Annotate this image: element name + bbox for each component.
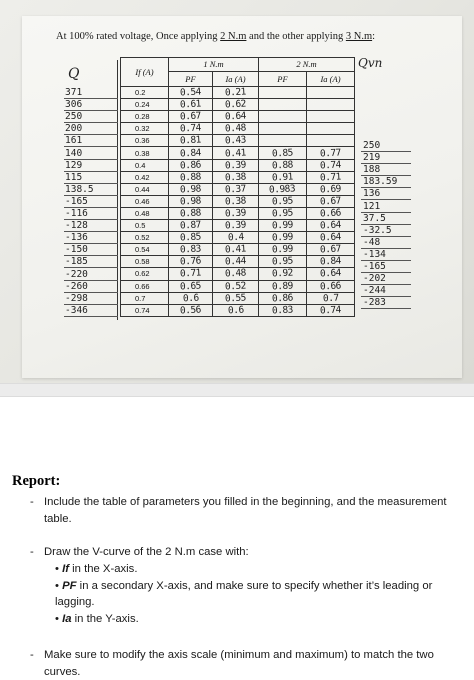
handwritten-value: 0.41: [224, 243, 247, 256]
right-col-heading: Qvn: [358, 56, 383, 70]
handwritten-value: 0.81: [179, 134, 202, 147]
handwritten-value: 0.95: [271, 195, 294, 208]
table-row: [121, 135, 355, 147]
cell-ia2: [307, 147, 355, 159]
cell-pf2: [259, 111, 307, 123]
cell-ia1: [213, 123, 259, 135]
sub-text: in a secondary X-axis, and make sure to specify whether it’s leading or lagging.: [55, 580, 433, 608]
table-row: [121, 280, 355, 292]
cell-ia1: [213, 292, 259, 304]
table-row: [121, 147, 355, 159]
handwritten-value: 0.99: [271, 243, 294, 256]
cell-pf2: [259, 220, 307, 232]
cell-ia2: [307, 135, 355, 147]
sym-if: If: [62, 563, 70, 575]
cell-ia2: [307, 183, 355, 195]
handwritten-value: 0.64: [319, 231, 342, 244]
handwritten-value: 0.95: [271, 255, 294, 268]
handwritten-value: 0.88: [271, 159, 294, 172]
cell-pf1: [169, 232, 213, 244]
cell-ia1: [213, 99, 259, 111]
cell-ia1: [213, 183, 259, 195]
table-row: [121, 256, 355, 268]
table-row: [121, 232, 355, 244]
sym-pf: PF: [62, 580, 77, 592]
cell-pf1: [169, 171, 213, 183]
cell-ia2: [307, 171, 355, 183]
bullet-marker: •: [55, 580, 59, 592]
left-col-value: 200: [64, 123, 118, 135]
handwritten-value: 0.67: [179, 110, 202, 123]
handwritten-value: 0.85: [271, 146, 294, 160]
handwritten-value: 0.41: [224, 146, 247, 160]
handwritten-value: 0.77: [319, 146, 342, 160]
group-b-header: 2 N.m: [259, 58, 355, 72]
cell-pf2: [259, 183, 307, 195]
cell-ia1: [213, 268, 259, 280]
table-row: [121, 292, 355, 304]
cell-pf1: [169, 220, 213, 232]
cell-ia1: [213, 304, 259, 316]
handwritten-value: 0.21: [224, 86, 247, 99]
handwritten-value: 0.65: [179, 280, 202, 293]
right-col-value: 219: [361, 152, 411, 164]
measurement-table: [120, 57, 355, 317]
cell-if: 0.74: [121, 304, 169, 316]
cell-ia1: [213, 159, 259, 171]
table-row: [121, 207, 355, 219]
sub-item-ia: [55, 611, 455, 627]
right-col-value: 250: [361, 140, 411, 152]
handwritten-value: 0.84: [179, 146, 202, 160]
table-body: [121, 87, 355, 317]
cell-ia2: [307, 99, 355, 111]
report-item-text: Make sure to modify the axis scale (minimum and maximum) to match the two curves.: [44, 649, 434, 678]
sub-text: in the X-axis.: [69, 563, 138, 575]
right-col-value: -134: [361, 249, 411, 261]
handwritten-value: 0.92: [271, 267, 294, 280]
handwritten-value: 0.39: [224, 219, 247, 232]
cell-pf1: [169, 304, 213, 316]
cell-ia2: [307, 280, 355, 292]
handwritten-value: 0.44: [224, 255, 247, 268]
heading-torque-b: 3 N.m: [345, 31, 373, 42]
cell-pf2: [259, 304, 307, 316]
handwritten-value: 0.66: [319, 207, 342, 220]
handwritten-value: 0.56: [179, 304, 202, 317]
cell-ia1: [213, 195, 259, 207]
right-col-value: 183.59: [361, 176, 411, 188]
sub-item-if: [55, 561, 455, 577]
handwritten-value: 0.39: [224, 207, 247, 220]
cell-pf1: [169, 256, 213, 268]
cell-pf2: [259, 268, 307, 280]
cell-pf2: [259, 135, 307, 147]
cell-if: 0.62: [121, 268, 169, 280]
handwritten-value: 0.39: [224, 159, 247, 172]
cell-if: 0.7: [121, 292, 169, 304]
handwritten-value: 0.71: [319, 171, 342, 184]
handwritten-value: 0.66: [319, 280, 342, 293]
report-section: [0, 397, 474, 680]
handwritten-value: 0.37: [224, 183, 247, 196]
cell-pf1: [169, 268, 213, 280]
handwritten-value: 0.86: [179, 159, 202, 172]
handwritten-value: 0.95: [271, 207, 294, 220]
handwritten-value: 0.74: [319, 159, 342, 172]
handwritten-value: 0.55: [224, 292, 247, 305]
left-col-value: 371: [64, 87, 118, 99]
cell-if: 0.46: [121, 195, 169, 207]
handwritten-value: 0.89: [271, 280, 294, 293]
cell-if: 0.52: [121, 232, 169, 244]
cell-if: 0.28: [121, 111, 169, 123]
cell-pf2: [259, 87, 307, 99]
handwritten-value: 0.6: [227, 304, 244, 317]
handwritten-value: 0.4: [227, 231, 244, 244]
bullet-marker: •: [55, 613, 59, 625]
handwritten-value: 0.43: [224, 134, 247, 147]
cell-ia2: [307, 159, 355, 171]
table-row: [121, 244, 355, 256]
report-title: Report:: [12, 473, 61, 489]
handwritten-value: 0.99: [271, 219, 294, 232]
cell-pf1: [169, 87, 213, 99]
heading-prefix: At 100% rated voltage, Once applying: [56, 31, 221, 42]
table-row: [121, 171, 355, 183]
handwritten-value: 0.74: [319, 304, 342, 317]
left-col-value: -165: [64, 196, 118, 208]
cell-if: 0.32: [121, 123, 169, 135]
cell-pf2: [259, 159, 307, 171]
right-col-value: -202: [361, 273, 411, 285]
cell-ia2: [307, 304, 355, 316]
ia-header-a: Ia (A): [213, 72, 259, 87]
cell-ia2: [307, 292, 355, 304]
left-col-value: 115: [64, 172, 118, 184]
handwritten-value: 0.64: [319, 219, 342, 232]
table-row: [121, 111, 355, 123]
handwritten-value: 0.67: [319, 243, 342, 256]
handwritten-value: 0.67: [319, 195, 342, 208]
cell-pf1: [169, 123, 213, 135]
cell-pf2: [259, 292, 307, 304]
pf-header-a: PF: [169, 72, 213, 87]
cell-pf1: [169, 99, 213, 111]
cell-ia1: [213, 280, 259, 292]
left-col-value: 138.5: [64, 184, 118, 196]
cell-if: 0.5: [121, 220, 169, 232]
left-col-value: 161: [64, 135, 118, 147]
table-row: [121, 99, 355, 111]
handwritten-value: 0.61: [179, 98, 202, 111]
table-row: [121, 183, 355, 195]
heading-torque-a: 2 N.m: [220, 31, 247, 42]
handwritten-value: 0.38: [224, 195, 247, 208]
cell-pf1: [169, 183, 213, 195]
cell-ia1: [213, 207, 259, 219]
left-col-value: -128: [64, 220, 118, 232]
bullet-marker: •: [55, 563, 59, 575]
left-col-value: 140: [64, 148, 118, 160]
handwritten-value: 0.88: [179, 207, 202, 220]
heading-suffix: :: [372, 31, 376, 42]
cell-if: 0.48: [121, 207, 169, 219]
left-col-value: -136: [64, 232, 118, 244]
cell-ia2: [307, 123, 355, 135]
sub-item-pf: [55, 578, 455, 610]
handwritten-value: 0.88: [179, 171, 202, 184]
table-row: [121, 220, 355, 232]
handwritten-value: 0.38: [224, 171, 247, 184]
cell-ia1: [213, 111, 259, 123]
cell-if: 0.24: [121, 99, 169, 111]
handwritten-value: 0.48: [224, 122, 247, 135]
cell-pf2: [259, 147, 307, 159]
left-col-value: -260: [64, 281, 118, 293]
right-col-value: 136: [361, 188, 411, 200]
cell-pf1: [169, 135, 213, 147]
cell-pf1: [169, 292, 213, 304]
cell-pf2: [259, 123, 307, 135]
table-row: [121, 304, 355, 316]
cell-ia1: [213, 147, 259, 159]
cell-if: 0.58: [121, 256, 169, 268]
left-col-value: -220: [64, 269, 118, 281]
cell-if: 0.38: [121, 147, 169, 159]
cell-pf2: [259, 171, 307, 183]
left-col-heading: Q: [68, 66, 80, 82]
right-col-value: -165: [361, 261, 411, 273]
sym-ia: Ia: [62, 613, 72, 625]
cell-pf2: [259, 280, 307, 292]
handwritten-value: 0.7: [322, 292, 339, 305]
left-col-value: -298: [64, 293, 118, 305]
cell-ia1: [213, 220, 259, 232]
cell-if: 0.54: [121, 244, 169, 256]
right-col-value: 121: [361, 201, 411, 213]
cell-pf2: [259, 256, 307, 268]
cell-pf1: [169, 159, 213, 171]
left-col-value: 306: [64, 99, 118, 111]
table-row: [121, 268, 355, 280]
cell-ia2: [307, 268, 355, 280]
cell-pf1: [169, 111, 213, 123]
left-handwritten-column: [62, 60, 118, 320]
handwritten-value: 0.6: [182, 292, 199, 305]
left-col-value: -150: [64, 244, 118, 256]
handwritten-value: 0.69: [319, 183, 342, 196]
handwritten-value: 0.62: [224, 98, 247, 111]
worksheet-heading: [56, 31, 456, 42]
cell-pf2: [259, 232, 307, 244]
left-col-value: -116: [64, 208, 118, 220]
pf-header-b: PF: [259, 72, 307, 87]
right-col-value: 37.5: [361, 213, 411, 225]
dash-marker: -: [30, 546, 34, 558]
cell-pf2: [259, 195, 307, 207]
cell-pf1: [169, 280, 213, 292]
cell-ia1: [213, 87, 259, 99]
cell-ia2: [307, 232, 355, 244]
cell-if: 0.36: [121, 135, 169, 147]
cell-ia1: [213, 171, 259, 183]
handwritten-value: 0.983: [269, 183, 296, 196]
cell-pf2: [259, 99, 307, 111]
handwritten-value: 0.76: [179, 255, 202, 268]
cell-pf1: [169, 244, 213, 256]
cell-ia2: [307, 195, 355, 207]
left-col-value: -346: [64, 305, 118, 317]
heading-mid: and the other applying: [246, 31, 346, 42]
dash-marker: -: [30, 649, 34, 661]
left-col-value: 129: [64, 160, 118, 172]
sub-text: in the Y-axis.: [71, 613, 139, 625]
cell-ia1: [213, 244, 259, 256]
right-col-value: -244: [361, 285, 411, 297]
cell-pf1: [169, 195, 213, 207]
cell-if: 0.2: [121, 87, 169, 99]
ia-header-b: Ia (A): [307, 72, 355, 87]
cell-ia1: [213, 256, 259, 268]
cell-ia2: [307, 244, 355, 256]
right-handwritten-column: [361, 140, 413, 345]
report-item-text: Draw the V-curve of the 2 N.m case with:: [44, 546, 249, 558]
handwritten-value: 0.52: [224, 280, 247, 293]
table-row: [121, 159, 355, 171]
right-col-value: 188: [361, 164, 411, 176]
handwritten-value: 0.71: [179, 267, 202, 280]
handwritten-value: 0.98: [179, 195, 202, 208]
group-a-header: 1 N.m: [169, 58, 259, 72]
left-col-value: -185: [64, 256, 118, 268]
right-col-value: -48: [361, 237, 411, 249]
cell-if: 0.4: [121, 159, 169, 171]
cell-if: 0.44: [121, 183, 169, 195]
if-header: If (A): [121, 58, 169, 87]
handwritten-value: 0.86: [271, 292, 294, 305]
handwritten-value: 0.48: [224, 267, 247, 280]
cell-if: 0.42: [121, 171, 169, 183]
cell-ia2: [307, 256, 355, 268]
cell-ia2: [307, 207, 355, 219]
right-col-value: -283: [361, 297, 411, 309]
handwritten-value: 0.98: [179, 183, 202, 196]
cell-if: 0.66: [121, 280, 169, 292]
section-divider: [0, 383, 474, 397]
cell-pf1: [169, 147, 213, 159]
cell-ia2: [307, 111, 355, 123]
table-row: [121, 123, 355, 135]
table-row: [121, 195, 355, 207]
right-col-value: -32.5: [361, 225, 411, 237]
handwritten-value: 0.74: [179, 122, 202, 135]
handwritten-value: 0.64: [319, 267, 342, 280]
report-item-text: Include the table of parameters you filled in the beginning, and the measurement table.: [44, 496, 447, 525]
handwritten-value: 0.99: [271, 231, 294, 244]
cell-ia2: [307, 220, 355, 232]
cell-ia2: [307, 87, 355, 99]
cell-pf2: [259, 207, 307, 219]
cell-ia1: [213, 232, 259, 244]
table-row: [121, 87, 355, 99]
handwritten-value: 0.87: [179, 219, 202, 232]
handwritten-value: 0.91: [271, 171, 294, 184]
handwritten-value: 0.84: [319, 255, 342, 268]
handwritten-value: 0.85: [179, 231, 202, 244]
cell-pf2: [259, 244, 307, 256]
cell-ia1: [213, 135, 259, 147]
handwritten-value: 0.54: [179, 86, 202, 99]
dash-marker: -: [30, 496, 34, 508]
handwritten-value: 0.64: [224, 110, 247, 123]
handwritten-value: 0.83: [271, 304, 294, 317]
left-col-value: 250: [64, 111, 118, 123]
handwritten-value: 0.83: [179, 243, 202, 256]
cell-pf1: [169, 207, 213, 219]
